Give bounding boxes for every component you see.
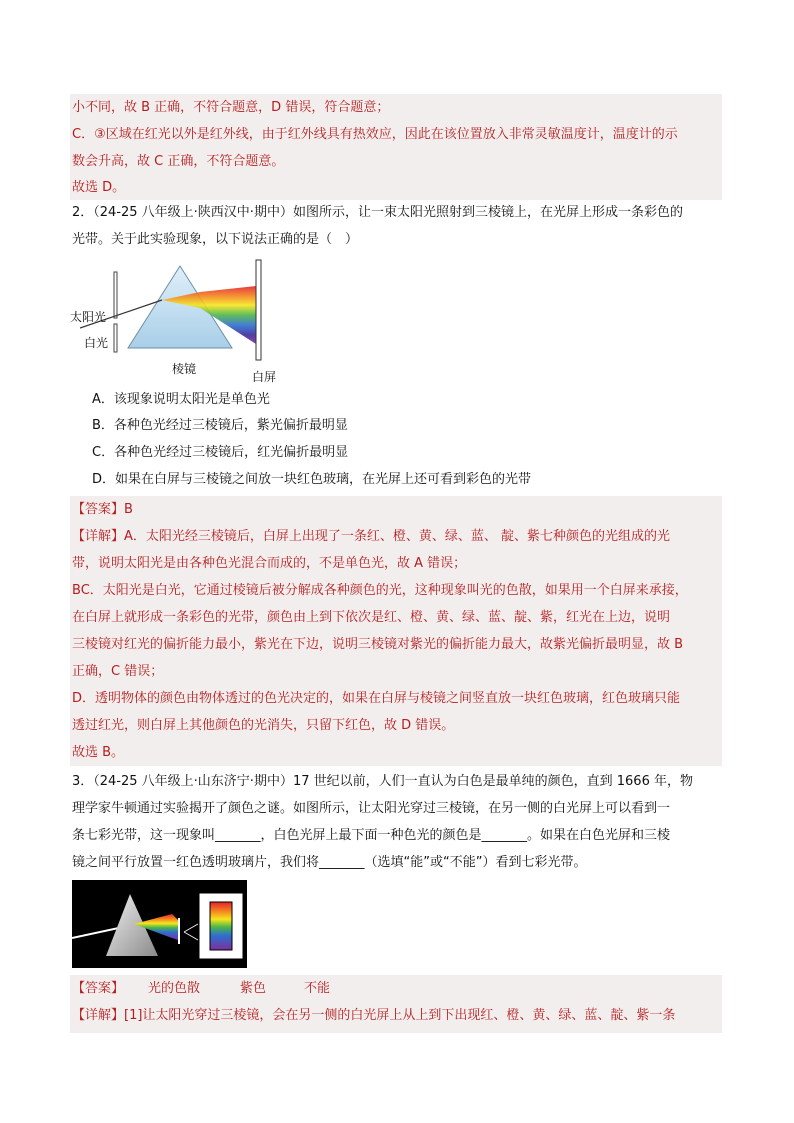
detail-line: 【详解】[1]让太阳光穿过三棱镜，会在另一侧的白光屏上从上到下出现红、橙、黄、绿、蓝、靛、紫一条 xyxy=(72,1008,676,1023)
detail-line: 透过红光，则白屏上其他颜色的光消失，只留下红色，故 D 错误。 xyxy=(72,718,455,733)
answer-block-q3 xyxy=(70,975,722,1033)
answer-line: 数会升高，故 C 正确，不符合题意。 xyxy=(72,154,285,169)
answer-value: B xyxy=(124,502,133,517)
prism-photo-drawing xyxy=(72,880,247,968)
detail-line: 三棱镜对红光的偏折能力最小，紫光在下边，说明三棱镜对紫光的偏折能力最大，故紫光偏折最明显，故 B xyxy=(72,637,684,652)
answer-line: 小不同，故 B 正确，不符合题意，D 错误，符合题意； xyxy=(72,100,390,115)
label-prism: 棱镜 xyxy=(172,362,197,376)
answer-line xyxy=(70,496,722,523)
question-2-stem: 2．（24-25 八年级上·陕西汉中·期中）如图所示，让一束太阳光照射到三棱镜上，在光屏上形成一条彩色的 xyxy=(72,205,683,220)
detail-line: D．透明物体的颜色由物体透过的色光决定的，如果在白屏与棱镜之间竖直放一块红色玻璃，红色玻璃只能 xyxy=(72,691,681,706)
answer-label: 【答案】 xyxy=(72,981,125,996)
answer-block-q2 xyxy=(70,496,722,766)
option-c: C．各种色光经过三棱镜后，红光偏折最明显 xyxy=(92,445,349,460)
detail-line: 故选 B。 xyxy=(72,745,125,760)
option-d: D．如果在白屏与三棱镜之间放一块红色玻璃，在光屏上还可看到彩色的光带 xyxy=(92,472,532,487)
question-2-stem: 光带。关于此实验现象，以下说法正确的是（ ） xyxy=(72,232,359,247)
white-screen xyxy=(256,260,261,360)
slit-plate-top xyxy=(114,272,117,318)
question-3-stem: 镜之间平行放置一红色透明玻璃片，我们将_______（选填“能”或“不能”）看到七彩光带。 xyxy=(72,855,587,870)
slit-plate-bottom xyxy=(114,324,117,352)
answer-1: 光的色散 xyxy=(148,981,201,996)
option-a: A．该现象说明太阳光是单色光 xyxy=(92,392,270,407)
detail-line: 正确，C 错误； xyxy=(72,664,164,679)
answer-line xyxy=(70,975,722,1002)
answer-2: 紫色 xyxy=(240,981,267,996)
detail-line: BC．太阳光是白光，它通过棱镜后被分解成各种颜色的光，这种现象叫光的色散，如果用一个白屏来承接， xyxy=(72,583,688,598)
detail-line: 在白屏上就形成一条彩色的光带，颜色由上到下依次是红、橙、黄、绿、蓝、靛、紫，红光在上边，说明 xyxy=(72,610,671,625)
detail-line: 【详解】A．太阳光经三棱镜后，白屏上出现了一条红、橙、黄、绿、蓝、 靛、紫七种颜色的光组成的光 xyxy=(72,529,671,544)
answer-label: 【答案】 xyxy=(72,502,125,517)
detail-line: 带，说明太阳光是由各种色光混合而成的，不是单色光，故 A 错误； xyxy=(72,556,467,571)
prism-photo xyxy=(72,880,247,968)
label-screen: 白屏 xyxy=(252,370,277,384)
question-3-stem: 理学家牛顿通过实验揭开了颜色之谜。如图所示，让太阳光穿过三棱镜，在另一侧的白光屏上可以看到一 xyxy=(72,801,671,816)
prism-figure xyxy=(70,256,280,386)
answer-line: 故选 D。 xyxy=(72,180,126,195)
label-white-light: 白光 xyxy=(84,336,109,350)
answer-block-q1 xyxy=(70,94,722,200)
question-3-stem: 3．（24-25 八年级上·山东济宁·期中）17 世纪以前，人们一直认为白色是最单纯的颜色，直到 1666 年，物 xyxy=(72,774,693,789)
label-sunlight: 太阳光 xyxy=(70,310,107,324)
answer-3: 不能 xyxy=(304,981,331,996)
question-3-stem: 条七彩光带，这一现象叫_______，白色光屏上最下面一种色光的颜色是_______。如果在白色光屏和三棱 xyxy=(72,828,671,843)
answer-line: C．③区域在红光以外是红外线，由于红外线具有热效应，因此在该位置放入非常灵敏温度计，温度计的示 xyxy=(72,127,678,142)
option-b: B．各种色光经过三棱镜后，紫光偏折最明显 xyxy=(92,418,348,433)
